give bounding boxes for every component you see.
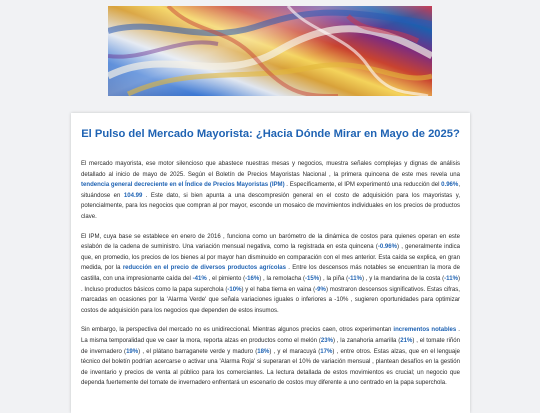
- figure-value: 0.96%: [441, 182, 459, 189]
- body-text: El IPM, cuya base se establece en enero de 2016 , funciona como un barómetro de la dinámica de costos para quienes operan en este eslabón de la cadena de suministro. Una variación mensual negativa, como la registrada en esta quincena (: [81, 233, 460, 251]
- paragraph-intro: [81, 159, 460, 223]
- body-text: . Este dato, si bien apunta a una descompresión general en el costo de adquisición para los mayoristas y, potencialmente, para los negocios que compran al por mayor, esconde un mosaico de movimientos individuales en los precios de productos clave.: [81, 192, 460, 220]
- body-text: ) , el tomate riñón de invernadero (: [81, 337, 461, 355]
- article-card: [71, 113, 470, 413]
- body-text: ) . Incluso productos básicos como la papa superchola (: [81, 275, 460, 293]
- body-text: . Específicamente, el IPM experimentó una reducción del: [284, 182, 442, 189]
- body-text: , el pimiento (: [206, 275, 246, 282]
- body-text: ) , generalmente indica que, en promedio, los precios de los bienes al por mayor han disminuido en comparación con el mes anterior. Esta caída se explica, en gran medida, por la: [81, 244, 460, 272]
- paragraph-ipm: [81, 232, 460, 317]
- body-text: Sin embargo, la perspectiva del mercado no es unidireccional. Mientras algunos precios caen, otros experimentan: [81, 327, 394, 334]
- body-text: ) , el plátano barraganete verde y maduro (: [138, 348, 258, 355]
- body-text: ) , y el maracuyá (: [269, 348, 321, 355]
- figure-value: 104.99: [123, 192, 143, 199]
- figure-value: 23%: [320, 337, 333, 344]
- highlight-text: reducción en el precio de diversos productos agrícolas: [122, 265, 286, 272]
- body-text: ) , la piña (: [319, 275, 349, 282]
- figure-value: -41%: [192, 275, 207, 282]
- body-text: ) mostraron descensos significativos. Estas cifras, marcadas en ocasiones por la 'Alarma Verde' que señala variaciones iguales o inferiores a -10% , sugieren oportunidades para optimizar costos de adquisición para los negocios que dependen de estos insumos.: [81, 286, 460, 314]
- figure-value: 17%: [320, 348, 333, 355]
- figure-value: -16%: [245, 275, 260, 282]
- banner-painting: [108, 6, 432, 96]
- figure-value: -0.96%: [377, 244, 398, 251]
- article-title: El Pulso del Mercado Mayorista: ¿Hacia Dónde Mirar en Mayo de 2025?: [81, 128, 460, 140]
- figure-value: -11%: [444, 275, 458, 282]
- figure-value: 21%: [400, 337, 413, 344]
- figure-value: 19%: [126, 348, 139, 355]
- figure-value: -10%: [227, 286, 242, 293]
- body-text: El mercado mayorista, ese motor silencioso que abastece nuestras mesas y negocios, muestra señales complejas y dignas de análisis detallado al inicio de mayo de 2025. Según el Boletín de Precios Mayoristas Nacional , la primera quincena de este mes revela una: [81, 161, 460, 178]
- body-text: ) y el haba tierna en vaina (: [241, 286, 316, 293]
- figure-value: -9%: [315, 286, 326, 293]
- figure-value: -15%: [305, 275, 320, 282]
- body-text: , situándose en: [81, 182, 460, 199]
- highlight-text: incrementos notables: [393, 327, 457, 334]
- body-text: ) , la remolacha (: [259, 275, 306, 282]
- figure-value: 18%: [257, 348, 270, 355]
- paragraph-increments: [81, 325, 460, 389]
- body-text: . La misma temporalidad que ve caer la mora, reporta alzas en productos como el melón (: [81, 327, 460, 344]
- body-text: ) , y la mandarina de la costa (: [361, 275, 445, 282]
- body-text: . Entre los descensos más notables se encuentran la mora de castilla, con una impresionante caída del: [81, 265, 460, 282]
- highlight-text: tendencia general decreciente en el Índice de Precios Mayoristas (IPM): [81, 182, 285, 189]
- figure-value: -11%: [348, 275, 362, 282]
- body-text: ) , entre otros. Estas alzas, que en el lenguaje técnico del boletín podrían acercarse o activar una 'Alarma Roja' si superaran el 10% de variación mensual , plantean desafíos en la gestión de inventario y precios de venta al público para los comerciantes. La lectura detallada de estos movimientos es crucial; un negocio que dependa fuertemente del tomate de invernadero enfrentará un escenario de costos muy diferente a uno centrado en la papa superchola.: [81, 348, 460, 387]
- banner-brushstrokes: [108, 6, 432, 96]
- body-text: ) , la zanahoria amarilla (: [332, 337, 401, 344]
